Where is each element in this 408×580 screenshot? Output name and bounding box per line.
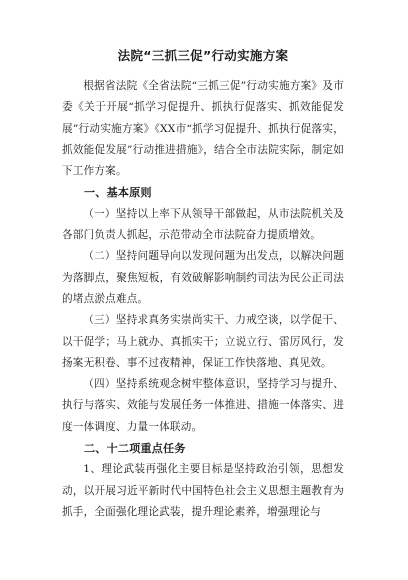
- principle-paragraph: （一）坚持以上率下从领导干部做起，从市法院机关及各部门负责人抓起，示范带动全市法院奋力提质增效。: [62, 207, 344, 242]
- section-heading-tasks: 二、十二项重点任务: [84, 442, 186, 456]
- section-heading-principles: 一、基本原则: [84, 186, 152, 200]
- principle-paragraph: （二）坚持问题导向以发现问题为出发点，以解决问题为落脚点，聚焦短板，有效破解影响制约司法为民公正司法的堵点淤点难点。: [62, 250, 344, 305]
- principle-paragraph: （四）坚持系统观念树牢整体意识，坚持学习与提升、执行与落实、效能与发展任务一体推进、措施一体落实、进度一体调度、力量一体联动。: [62, 378, 344, 433]
- task-paragraph: 1、理论武装再强化主要目标是坚持政治引领，思想发动，以开展习近平新时代中国特色社会主义思想主题教育为抓手，全面强化理论武装，提升理论素养，增强理论与: [62, 463, 344, 518]
- document-title: 法院“三抓三促”行动实施方案: [117, 48, 289, 63]
- principle-paragraph: （三）坚持求真务实崇尚实干、力戒空谈，以学促干、以干促学；马上就办、真抓实干；立说立行、雷厉风行，发扬案无积卷、事不过夜精神，保证工作快落地、真见效。: [62, 314, 344, 369]
- intro-paragraph: 根据省法院《全省法院“三抓三促”行动实施方案》及市委《关于开展“抓学习促提升、抓执行促落实、抓效能促发展”行动实施方案》《XX市“抓学习促提升、抓执行促落实，抓效能促发展”行动推进措施》，结合全市法院实际，制定如下工作方案。: [62, 80, 344, 178]
